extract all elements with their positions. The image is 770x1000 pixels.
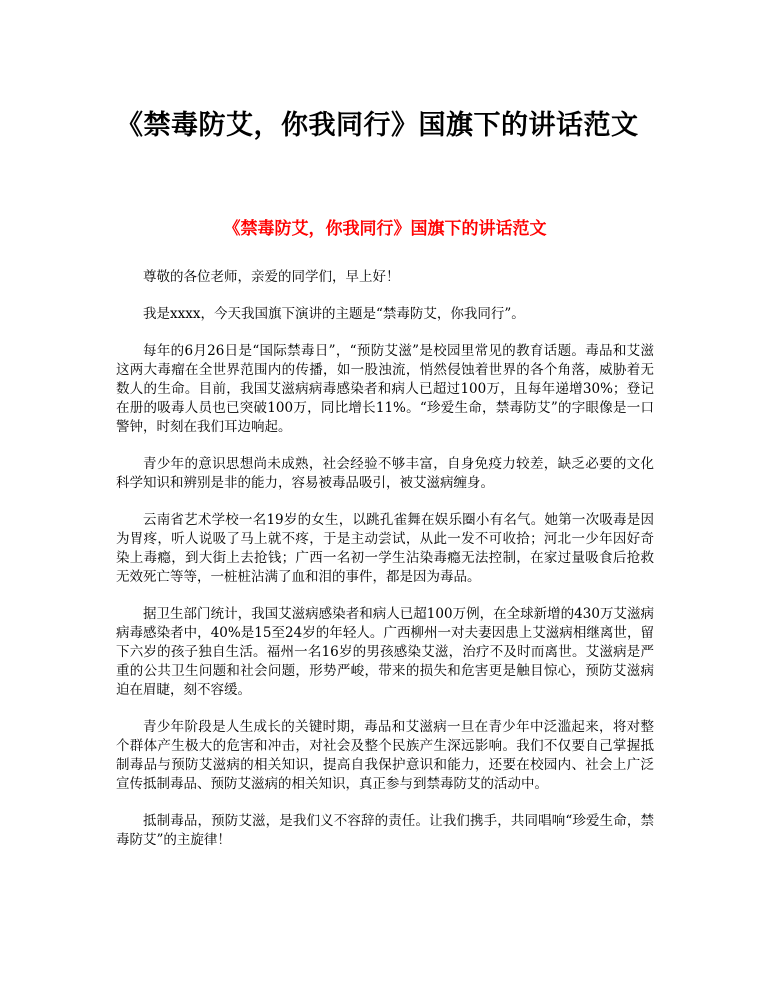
document-subtitle: 《禁毒防艾，你我同行》国旗下的讲话范文 bbox=[223, 219, 547, 239]
paragraph-background: 每年的6月26日是“国际禁毒日”，“预防艾滋”是校园里常见的教育话题。毒品和艾滋这两大毒瘤在全世界范围内的传播，如一股浊流，悄然侵蚀着世界的各个角落，威胁着无数人的生命。目前，我国艾滋病病毒感染者和病人已超过100万，且每年递增30%；登记在册的吸毒人员也已突破100万，同比增长11%。“珍爱生命，禁毒防艾”的字眼像是一口警钟，时刻在我们耳边响起。 bbox=[116, 343, 654, 435]
paragraph-drug-cases: 云南省艺术学校一名19岁的女生，以跳孔雀舞在娱乐圈小有名气。她第一次吸毒是因为胃疼，听人说吸了马上就不疼，于是主动尝试，从此一发不可收拾；河北一少年因好奇染上毒瘾，到大街上去抢钱；广西一名初一学生沾染毒瘾无法控制，在家过量吸食后抢救无效死亡等等，一桩桩沾满了血和泪的事件，都是因为毒品。 bbox=[116, 512, 654, 585]
document-body bbox=[116, 268, 654, 868]
paragraph-youth-vulnerability: 青少年的意识思想尚未成熟，社会经验不够丰富，自身免疫力较差，缺乏必要的文化科学知识和辨别是非的能力，容易被毒品吸引，被艾滋病缠身。 bbox=[116, 456, 654, 491]
document-title: 《禁毒防艾，你我同行》国旗下的讲话范文 bbox=[116, 110, 639, 141]
paragraph-closing: 抵制毒品，预防艾滋，是我们义不容辞的责任。让我们携手，共同唱响“珍爱生命，禁毒防艾”的主旋律！ bbox=[116, 813, 654, 848]
paragraph-intro: 我是xxxx，今天我国旗下演讲的主题是“禁毒防艾，你我同行”。 bbox=[143, 306, 525, 322]
paragraph-call-to-action: 青少年阶段是人生成长的关键时期，毒品和艾滋病一旦在青少年中泛滥起来，将对整个群体产生极大的危害和冲击，对社会及整个民族产生深远影响。我们不仅要自己掌握抵制毒品与预防艾滋病的相关知识，提高自我保护意识和能力，还要在校园内、社会上广泛宣传抵制毒品、预防艾滋病的相关知识，真正参与到禁毒防艾的活动中。 bbox=[116, 719, 654, 792]
paragraph-aids-statistics: 据卫生部门统计，我国艾滋病感染者和病人已超100万例，在全球新增的430万艾滋病病毒感染者中，40%是15至24岁的年轻人。广西柳州一对夫妻因患上艾滋病相继离世，留下六岁的孩子独自生活。福州一名16岁的男孩感染艾滋，治疗不及时而离世。艾滋病是严重的公共卫生问题和社会问题，形势严峻，带来的损失和危害更是触目惊心，预防艾滋病迫在眉睫，刻不容缓。 bbox=[116, 606, 654, 698]
paragraph-greeting: 尊敬的各位老师，亲爱的同学们，早上好！ bbox=[143, 269, 400, 285]
